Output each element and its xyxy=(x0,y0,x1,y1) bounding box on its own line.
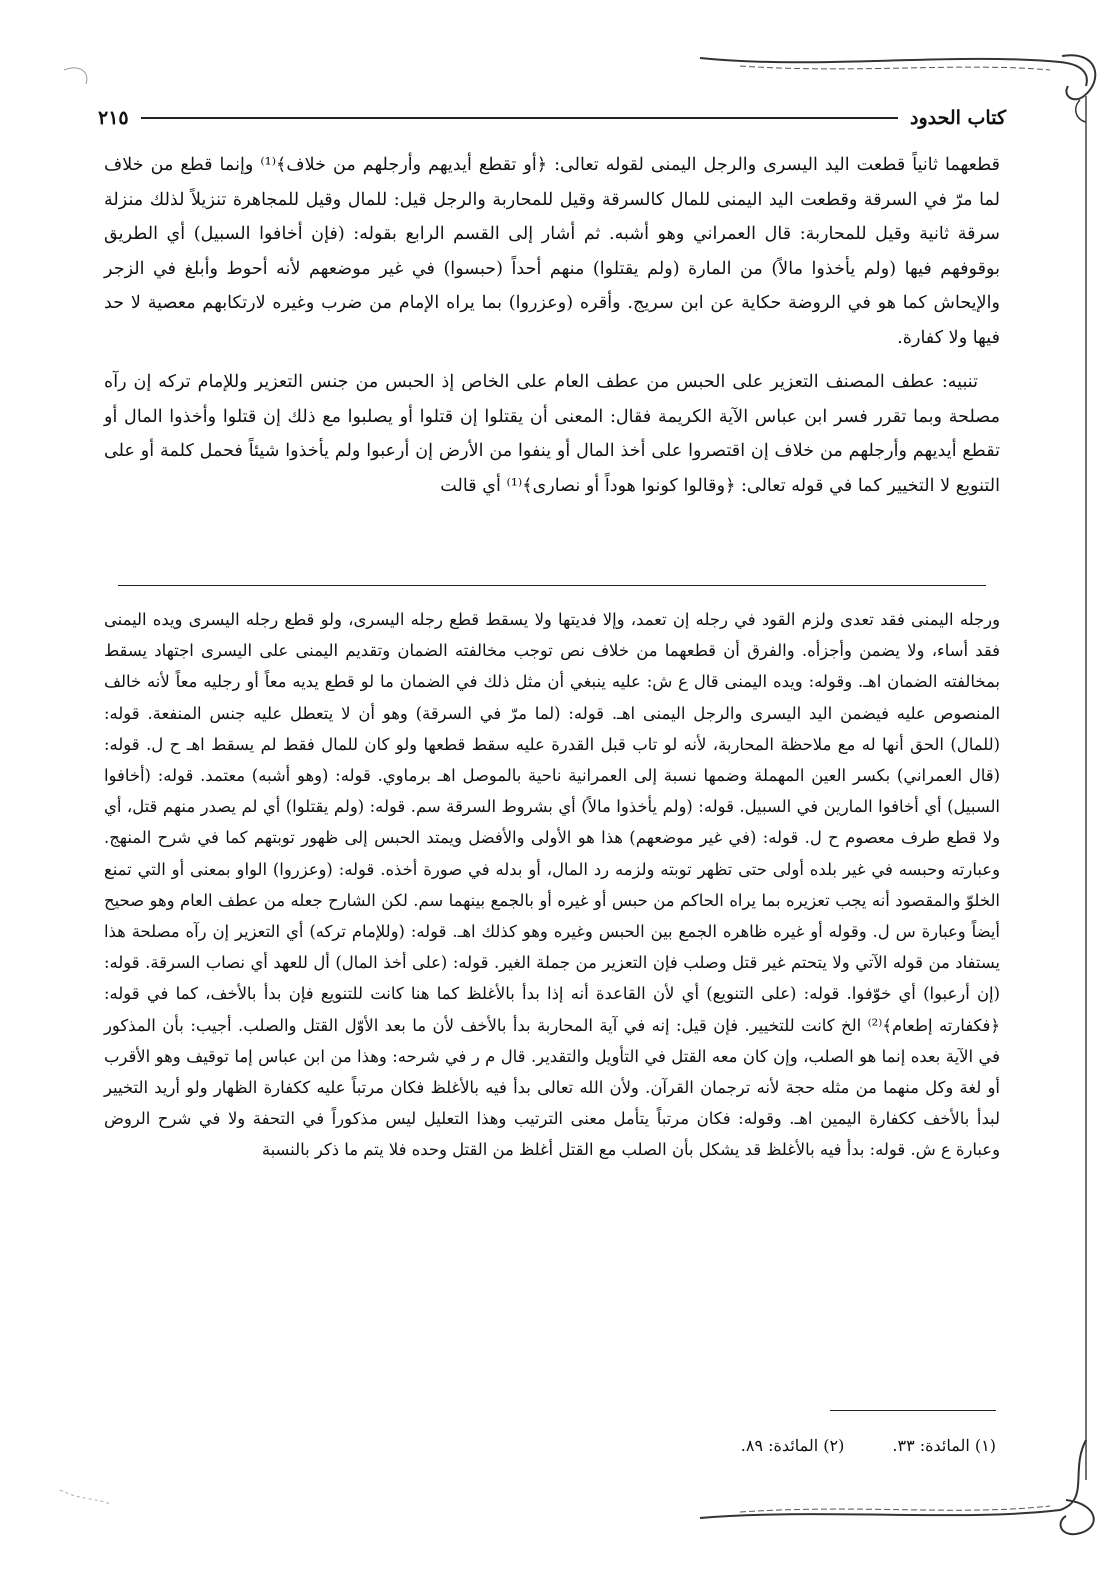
footnote-1: (١) المائدة: ٣٣. xyxy=(892,1436,996,1455)
main-commentary-separator xyxy=(118,585,986,586)
chapter-title: كتاب الحدود xyxy=(909,107,1006,129)
main-text xyxy=(104,148,1000,503)
page-number: ٢١٥ xyxy=(98,107,129,129)
commentary-text xyxy=(104,604,1000,1166)
commentary-paragraph: ورجله اليمنى فقد تعدى ولزم القود في رجله إن تعمد، وإلا فديتها ولا يسقط قطع رجله اليسرى، ولو قطع رجله اليسرى ويده اليمنى فقد أساء، ولا يضمن وأجزأه. والفرق أن قطعهما من خلاف نص توجب مخالفته الضمان وتقديم اليمنى على اليسرى اجتهاد يسقط بمخالفته الضمان اهـ. وقوله: ويده اليمنى قال ع ش: عليه ينبغي أن مثل ذلك في الضمان ما لو قطع يديه معاً أو رجليه معاً لأنه خالف المنصوص عليه فيضمن اليد اليسرى والرجل اليمنى اهـ. قوله: (لما مرّ في السرقة) وهو أن لا يتعطل عليه جنس المنفعة. قوله: (للمال) الحق أنها له مع ملاحظة المحاربة، لأنه لو تاب قبل القدرة عليه سقط قطعها ولو كان للمال فقط لم يسقط اهـ ح ل. قوله: (قال العمراني) بكسر العين المهملة وضمها نسبة إلى العمرانية ناحية بالموصل اهـ برماوي. قوله: (وهو أشبه) معتمد. قوله: (أخافوا السبيل) أي أخافوا المارين في السبيل. قوله: (ولم يأخذوا مالاً) أي بشروط السرقة سم. قوله: (ولم يقتلوا) أي لم يصدر منهم قتل، أي ولا قطع طرف معصوم ح ل. قوله: (في غير موضعهم) هذا هو الأولى والأفضل ويمتد الحبس إلى ظهور توبتهم كما في شرح المنهج. وعبارته وحبسه في غير بلده أولى حتى تظهر توبته ولزمه رد المال، أو بدله في صورة أخذه. قوله: (وعزروا) الواو بمعنى أو التي تمنع الخلوّ والمقصود أنه يجب تعزيره بما يراه الحاكم من حبس أو غيره أو بالجمع بينهما سم. لكن الشارح جعله من عطف العام وهو صحيح أيضاً وعبارة س ل. وقوله أو غيره ظاهره الجمع بين الحبس وغيره وهو كذلك اهـ. قوله: (وللإمام تركه) أي التعزير إن رآه مصلحة هذا يستفاد من قوله الآتي ولا يتحتم غير قتل وصلب فإن التعزير من جملة الغير. قوله: (على أخذ المال) أل للعهد أي نصاب السرقة. قوله: (إن أرعبوا) أي خوّفوا. قوله: (على التنويع) أي لأن القاعدة أنه إذا بدأ بالأغلظ كما هنا كانت للتنويع فإن بدأ بالأخف، كما في قوله: ﴿فكفارته إطعام﴾⁽²⁾ الخ كانت للتخيير. فإن قيل: إنه في آية المحاربة بدأ بالأخف لأن ما بعد الأوّل القتل والصلب. أجيب: بأن المذكور في الآية بعده إنما هو الصلب، وإن كان معه القتل في التأويل والتقدير. قال م ر في شرحه: وهذا من ابن عباس إما توقيف وهو الأقرب أو لغة وكل منهما من مثله حجة لأنه ترجمان القرآن. ولأن الله تعالى بدأ فيه بالأغلظ فكان مرتباً عليه ككفارة الظهار ولو أريد التخيير لبدأ بالأخف ككفارة اليمين اهـ. وقوله: فكان مرتباً يتأمل معنى الترتيب وهذا التعليل ليس مذكوراً في التحفة ولا في شرح الروض وعبارة ع ش. قوله: بدأ فيه بالأغلظ قد يشكل بأن الصلب مع القتل أغلظ من القتل وحده فلا يتم ما ذكر بالنسبة xyxy=(104,610,1000,1160)
page-header xyxy=(98,98,1006,138)
footnotes xyxy=(741,1436,996,1455)
main-paragraph-2: تنبيه: عطف المصنف التعزير على الحبس من عطف العام على الخاص إذ الحبس من جنس التعزير وللإمام تركه إن رآه مصلحة وبما تقرر فسر ابن عباس الآية الكريمة فقال: المعنى أن يقتلوا إن قتلوا أو يصلبوا مع ذلك إن قتلوا وأخذوا المال أو تقطع أيديهم وأرجلهم من خلاف إن اقتصروا على أخذ المال أو ينفوا من الأرض إن أرعبوا ولم يأخذوا شيئاً فحمل كلمة أو على التنويع لا التخيير كما في قوله تعالى: ﴿وقالوا كونوا هوداً أو نصارى﴾⁽¹⁾ أي قالت xyxy=(104,372,1000,496)
footnote-2: (٢) المائدة: ٨٩. xyxy=(740,1436,845,1455)
main-paragraph-1: قطعهما ثانياً قطعت اليد اليسرى والرجل اليمنى لقوله تعالى: ﴿أو تقطع أيديهم وأرجلهم من خلاف﴾⁽¹⁾ وإنما قطع من خلاف لما مرّ في السرقة وقطعت اليد اليمنى للمال كالسرقة وقيل للمحاربة والرجل قيل: للمال وقيل للمجاهرة تنزيلاً لذلك منزلة سرقة ثانية وقيل للمحاربة: قال العمراني وهو أشبه. ثم أشار إلى القسم الرابع بقوله: (فإن أخافوا السبيل) أي الطريق بوقوفهم فيها (ولم يأخذوا مالاً) من المارة (ولم يقتلوا) منهم أحداً (حبسوا) في غير موضعهم لأنه أحوط وأبلغ في الزجر والإيحاش كما هو في الروضة حكاية عن ابن سريج. وأقره (وعزروا) بما يراه الإمام من ضرب وغيره لارتكابهم معصية لا حد فيها ولا كفارة. xyxy=(104,155,1000,348)
header-rule xyxy=(141,117,898,119)
footnote-separator xyxy=(830,1410,996,1411)
